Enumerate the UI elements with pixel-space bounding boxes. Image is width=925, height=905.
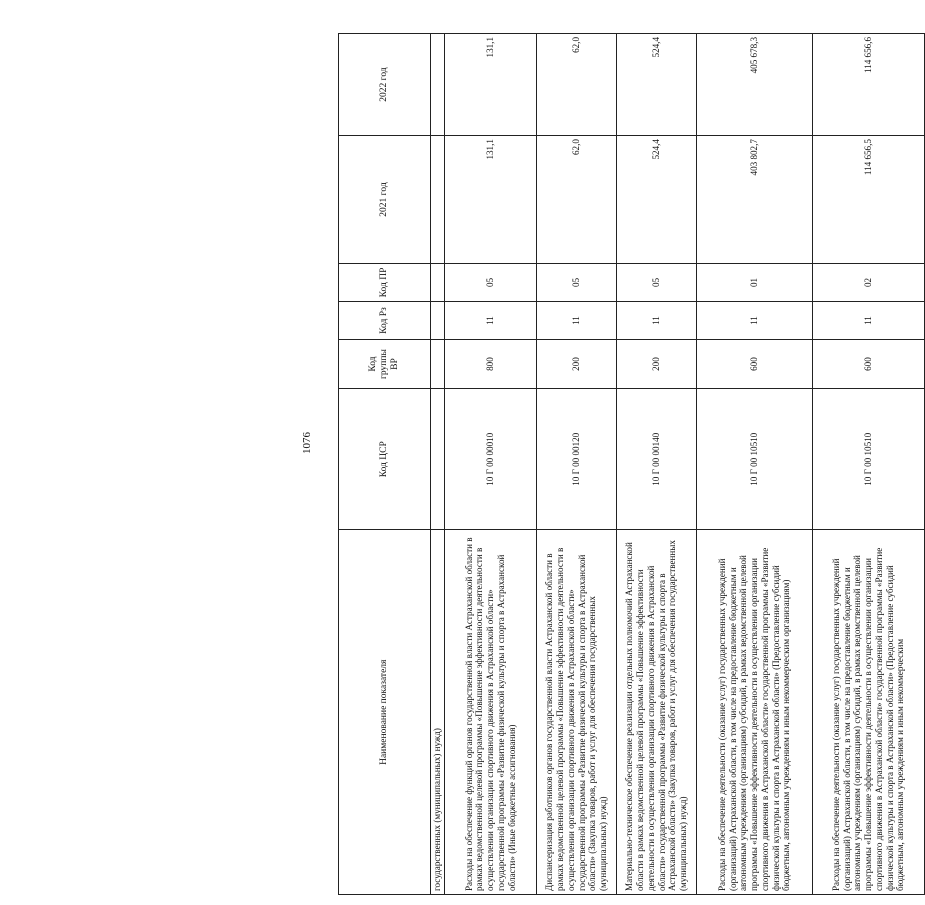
table-row <box>697 34 813 895</box>
row-2021: 131,1 <box>445 136 537 264</box>
row-name: Расходы на обеспечение деятельности (оказание услуг) государственных учреждений (организаций) Астраханской области, в том числе на предоставление бюджетным и автономным учреждениям (организациям) субсидий, в рамках ведомственной целевой программы «Повышение эффективности деятельности в осуществлении организации спортивного движения в Астраханской области» государственной программы «Развитие физической культуры и спорта в Астраханской области» (Предоставление субсидий бюджетным, автономным учреждениям и иным некоммерческим организациям) <box>697 530 813 895</box>
row-rz: 11 <box>813 302 925 340</box>
row-pr: 01 <box>697 263 813 301</box>
row-2022: 405 678,3 <box>697 34 813 136</box>
row-vr: 600 <box>813 340 925 389</box>
row-csr <box>431 389 445 530</box>
row-2021: 62,0 <box>537 136 617 264</box>
header-pr: Код ПР <box>339 263 431 301</box>
row-rz: 11 <box>537 302 617 340</box>
table-row <box>537 34 617 895</box>
row-2022 <box>431 34 445 136</box>
row-vr: 800 <box>445 340 537 389</box>
table-row <box>431 34 445 895</box>
row-rz: 11 <box>617 302 697 340</box>
row-pr <box>431 263 445 301</box>
row-2021 <box>431 136 445 264</box>
row-csr: 10 Г 00 00120 <box>537 389 617 530</box>
row-2022: 524,4 <box>617 34 697 136</box>
row-2022: 131,1 <box>445 34 537 136</box>
budget-table <box>338 33 925 895</box>
row-csr: 10 Г 00 10510 <box>697 389 813 530</box>
table-row <box>617 34 697 895</box>
row-pr: 05 <box>445 263 537 301</box>
header-csr: Код ЦСР <box>339 389 431 530</box>
header-name: Наименование показателя <box>339 530 431 895</box>
header-2022: 2022 год <box>339 34 431 136</box>
row-2021: 114 656,5 <box>813 136 925 264</box>
row-vr: 200 <box>537 340 617 389</box>
row-rz: 11 <box>445 302 537 340</box>
row-2021: 403 802,7 <box>697 136 813 264</box>
table-row <box>813 34 925 895</box>
row-2022: 62,0 <box>537 34 617 136</box>
row-name: Диспансеризация работников органов государственной власти Астраханской области в рамках ведомственной целевой программы «Повышение эффективности деятельности в осуществлении организации спортивного движения в Астраханской области» государственной программы «Развитие физической культуры и спорта в Астраханской области» (Закупка товаров, работ и услуг для обеспечения государственных (муниципальных) нужд) <box>537 530 617 895</box>
header-rz: Код Рз <box>339 302 431 340</box>
row-vr <box>431 340 445 389</box>
row-2022: 114 656,6 <box>813 34 925 136</box>
row-name: Расходы на обеспечение функций органов государственной власти Астраханской области в рамках ведомственной целевой программы «Повышение эффективности деятельности в осуществлении организации спортивного движения в Астраханской области» государственной программы «Развитие физической культуры и спорта в Астраханской области» (Иные бюджетные ассигнования) <box>445 530 537 895</box>
row-name: государственных (муниципальных) нужд) <box>431 530 445 895</box>
page-number: 1076 <box>301 432 313 454</box>
table-row <box>445 34 537 895</box>
row-csr: 10 Г 00 00140 <box>617 389 697 530</box>
row-vr: 200 <box>617 340 697 389</box>
header-2021: 2021 год <box>339 136 431 264</box>
row-pr: 02 <box>813 263 925 301</box>
row-rz <box>431 302 445 340</box>
row-name: Расходы на обеспечение деятельности (оказание услуг) государственных учреждений (организаций) Астраханской области, в том числе на предоставление бюджетным и автономным учреждениям (организациям) субсидий, в рамках ведомственной целевой программы «Повышение эффективности деятельности в осуществлении организации спортивного движения в Астраханской области» государственной программы «Развитие физической культуры и спорта в Астраханской области» (Предоставление субсидий бюджетным, автономным учреждениям и иным некоммерческим <box>813 530 925 895</box>
row-rz: 11 <box>697 302 813 340</box>
row-2021: 524,4 <box>617 136 697 264</box>
header-row <box>339 34 431 895</box>
row-pr: 05 <box>537 263 617 301</box>
row-vr: 600 <box>697 340 813 389</box>
row-csr: 10 Г 00 10510 <box>813 389 925 530</box>
row-pr: 05 <box>617 263 697 301</box>
row-csr: 10 Г 00 00010 <box>445 389 537 530</box>
header-vr: Код группы ВР <box>339 340 431 389</box>
row-name: Материально-техническое обеспечение реализации отдельных полномочий Астраханской области в рамках ведомственной целевой программы «Повышение эффективности деятельности в осуществлении организации спортивного движения в Астраханской области» государственной программы «Развитие физической культуры и спорта в Астраханской области» (Закупка товаров, работ и услуг для обеспечения государственных (муниципальных) нужд) <box>617 530 697 895</box>
